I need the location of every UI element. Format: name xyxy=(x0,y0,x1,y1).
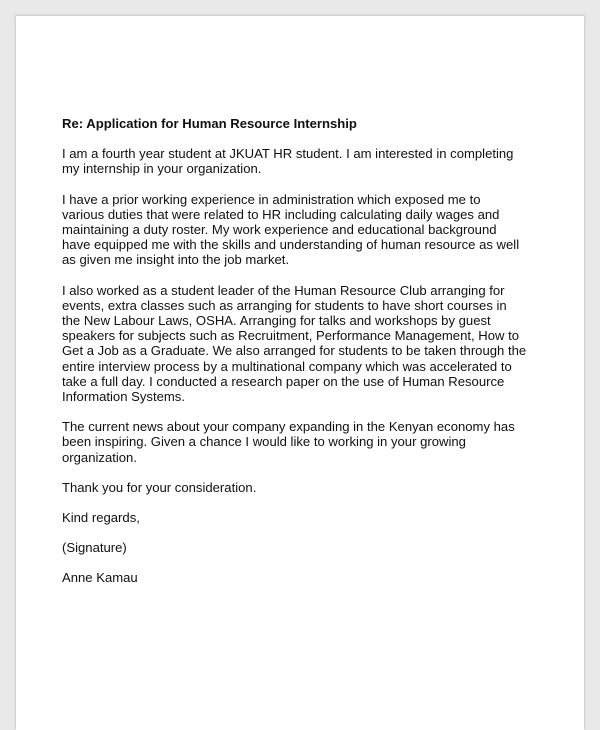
paragraph-line: organization. xyxy=(62,449,137,465)
paragraph-line: I also worked as a student leader of the Human Resource Club arranging for xyxy=(62,282,505,298)
document-page xyxy=(16,16,584,730)
sender-name: Anne Kamau xyxy=(62,570,138,586)
paragraph-line: events, extra classes such as arranging for students to have short courses in xyxy=(62,297,507,313)
paragraph-line: the New Labour Laws, OSHA. Arranging for talks and workshops by guest xyxy=(62,313,491,329)
paragraph-line: been inspiring. Given a chance I would like to working in your growing xyxy=(62,434,466,450)
paragraph-leadership xyxy=(62,283,562,405)
paragraph-line: as given me insight into the job market. xyxy=(62,252,290,268)
letter-subject: Re: Application for Human Resource Internship xyxy=(62,116,357,131)
paragraph-line: have equipped me with the skills and understanding of human resource as well xyxy=(62,237,520,253)
closing-line: Kind regards, xyxy=(62,510,140,526)
paragraph-line: I am a fourth year student at JKUAT HR student. I am interested in completing xyxy=(62,146,514,162)
paragraph-company xyxy=(62,419,562,465)
paragraph-line: maintaining a duty roster. My work experience and educational background xyxy=(62,222,497,238)
paragraph-line: speakers for subjects such as Recruitment, Performance Management, How to xyxy=(62,328,520,344)
paragraph-experience xyxy=(62,192,562,268)
paragraph-line: take a full day. I conducted a research paper on the use of Human Resource xyxy=(62,373,505,389)
signature-placeholder: (Signature) xyxy=(62,540,127,556)
letter-body xyxy=(62,116,562,601)
paragraph-line: Get a Job as a Graduate. We also arranged for students to be taken through the xyxy=(62,343,527,359)
paragraph-intro xyxy=(62,146,562,176)
paragraph-line: I have a prior working experience in administration which exposed me to xyxy=(62,191,481,207)
paragraph-line: various duties that were related to HR including calculating daily wages and xyxy=(62,206,500,222)
paragraph-line: entire interview process by a multinational company which was accelerated to xyxy=(62,358,512,374)
paragraph-line: Information Systems. xyxy=(62,389,185,405)
paragraph-line: The current news about your company expanding in the Kenyan economy has xyxy=(62,419,515,435)
thanks-line: Thank you for your consideration. xyxy=(62,479,257,495)
paragraph-line: my internship in your organization. xyxy=(62,161,262,177)
